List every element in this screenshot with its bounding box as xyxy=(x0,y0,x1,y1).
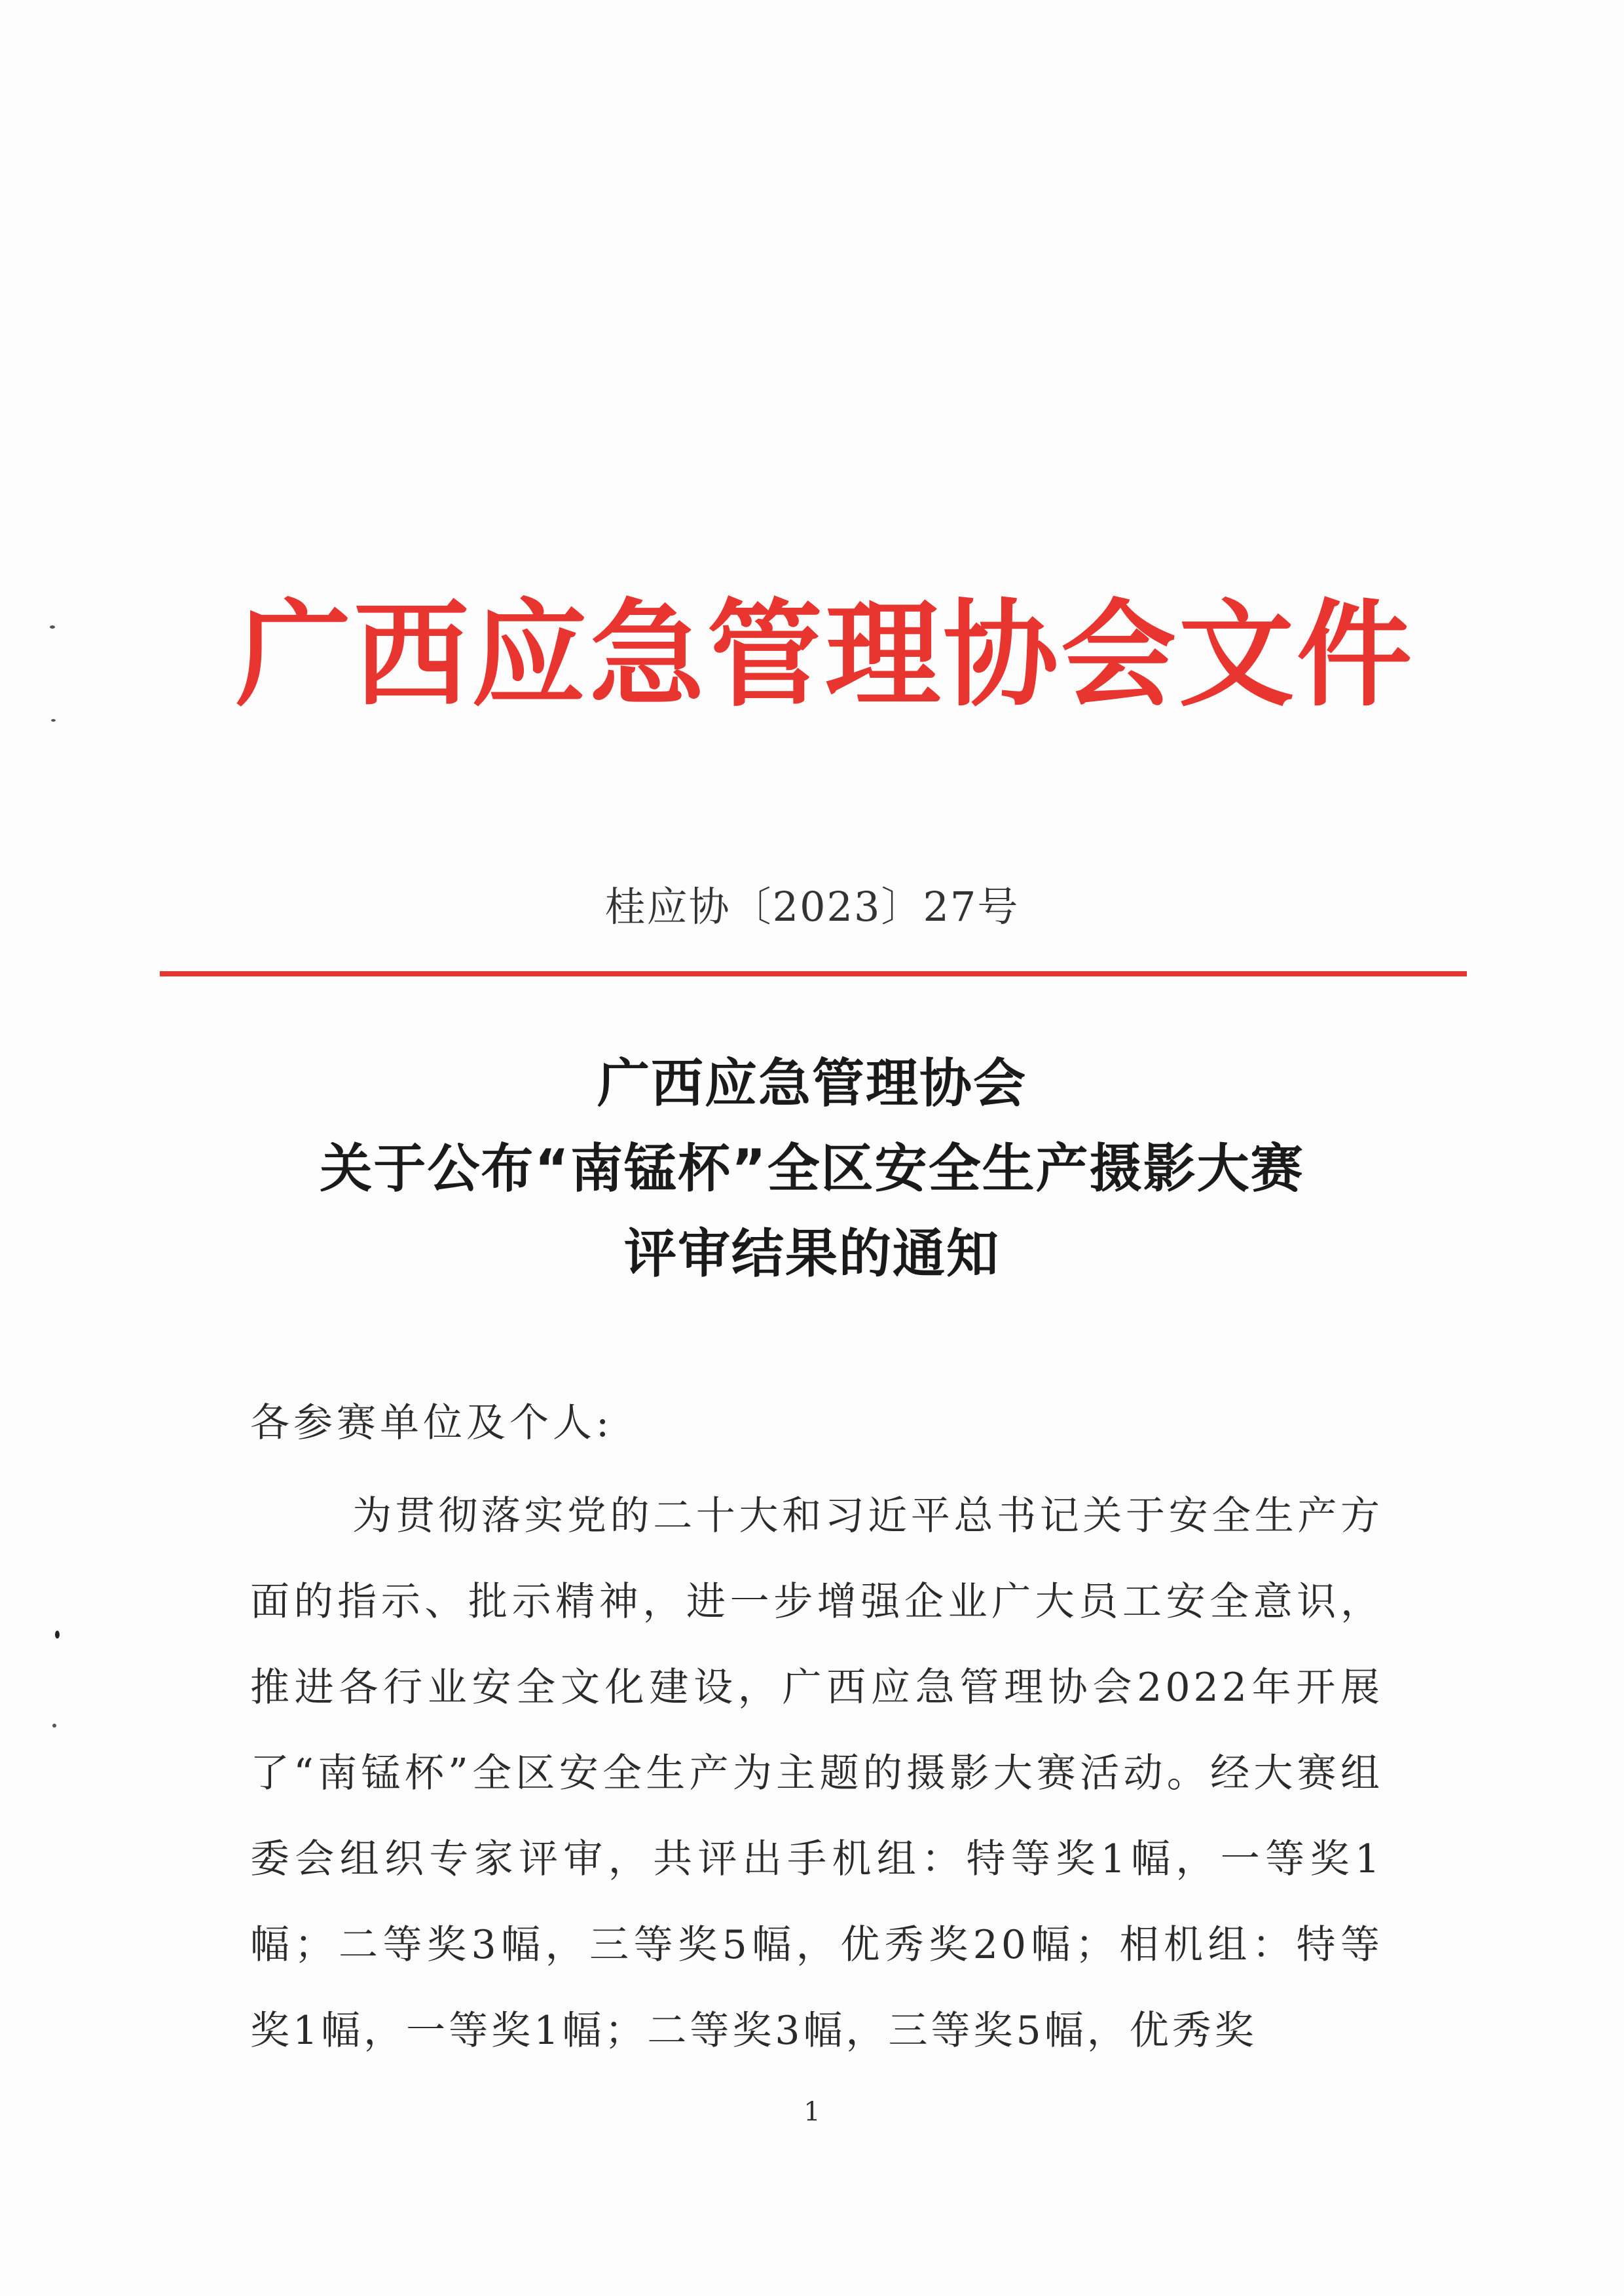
scan-speck xyxy=(55,1631,60,1639)
red-divider-line xyxy=(160,971,1467,976)
salutation: 各参赛单位及个人: xyxy=(250,1400,614,1446)
scan-speck xyxy=(52,1724,56,1728)
page-number: 1 xyxy=(803,2097,821,2127)
title-line-3: 评审结果的通知 xyxy=(624,1223,1000,1284)
title-line-2: 关于公布“南锰杯”全区安全生产摄影大赛 xyxy=(320,1138,1304,1199)
title-line-1: 广西应急管理协会 xyxy=(597,1053,1027,1114)
document-title xyxy=(196,1041,1428,1297)
masthead-title: 广西应急管理协会文件 xyxy=(236,587,1415,722)
scan-speck xyxy=(50,625,55,629)
document-number: 桂应协〔2023〕27号 xyxy=(604,883,1020,931)
scan-speck xyxy=(51,719,56,722)
body-paragraph: 为贯彻落实党的二十大和习近平总书记关于安全生产方面的指示、批示精神，进一步增强企业广大员工安全意识，推进各行业安全文化建设，广西应急管理协会2022年开展了“南锰杯”全区安全生产为主题的摄影大赛活动。经大赛组委会组织专家评审，共评出手机组：特等奖1幅，一等奖1幅；二等奖3幅，三等奖5幅，优秀奖20幅；相机组：特等奖1幅，一等奖1幅；二等奖3幅，三等奖5幅，优秀奖 xyxy=(250,1493,1383,2054)
